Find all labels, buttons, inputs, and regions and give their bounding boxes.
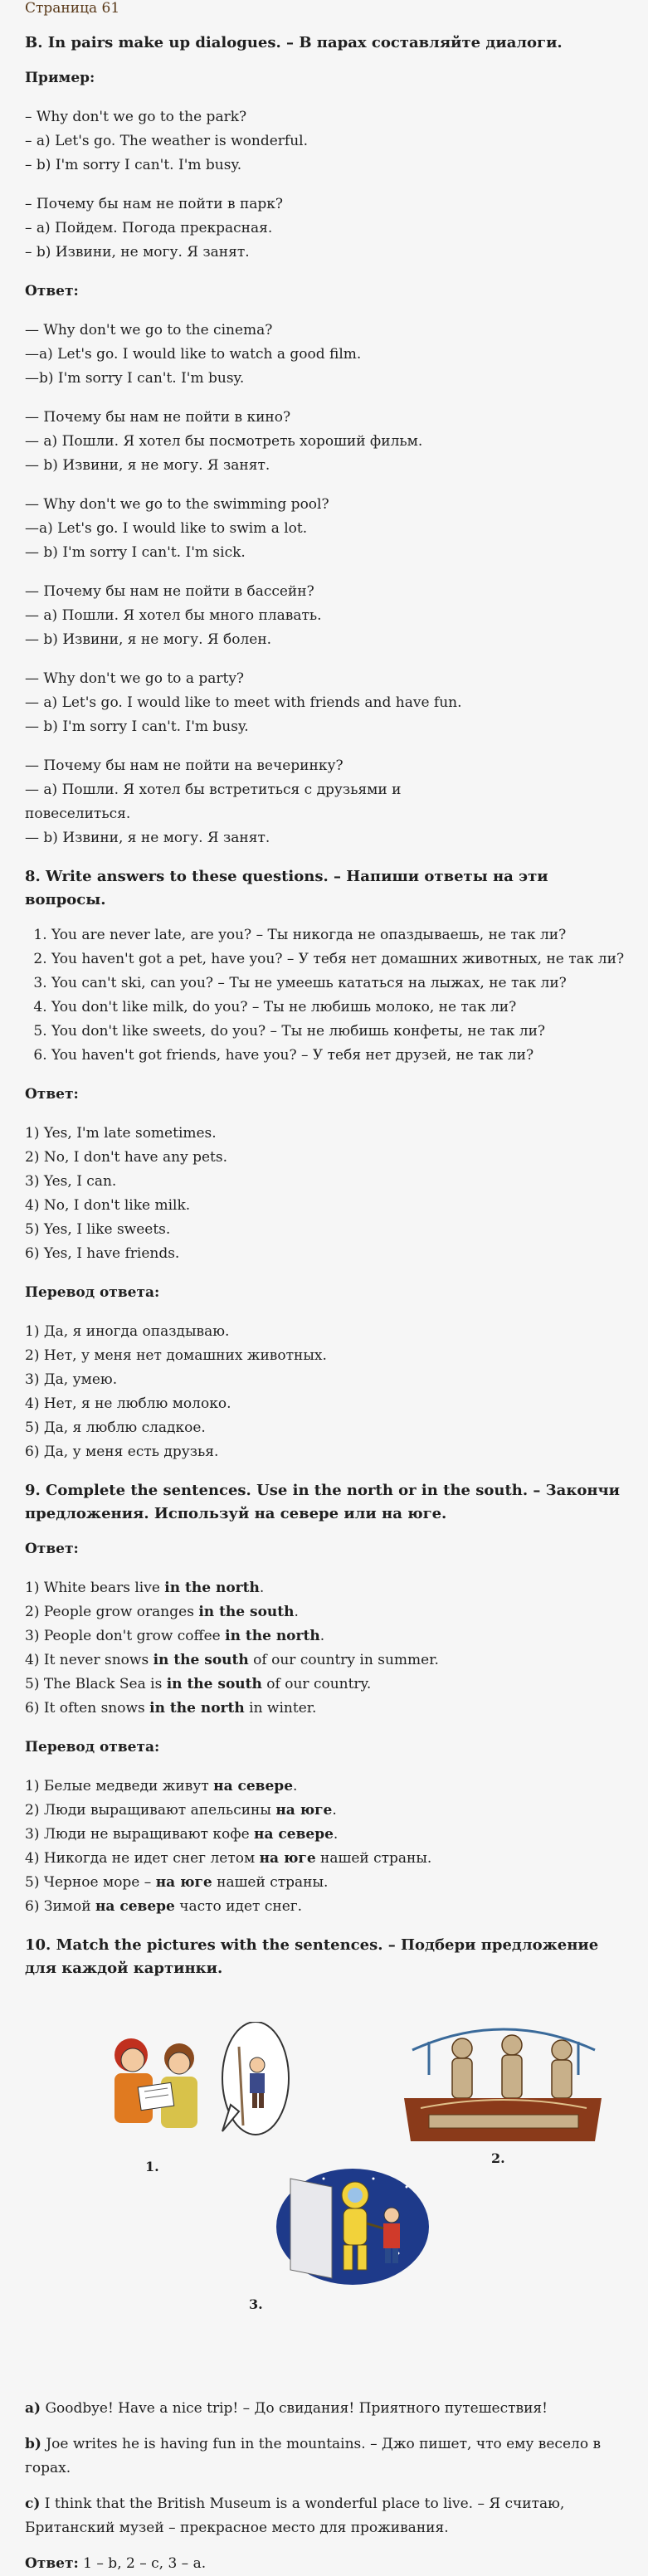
example-label: Пример: — [25, 70, 95, 86]
translation-line: 3) Да, умею. — [25, 1371, 118, 1388]
translation-line: 2) Люди выращивают апельсины на юге. — [25, 1802, 337, 1819]
dialogue-line: – Why don't we go to the park? — [25, 109, 247, 125]
sentence-c: c) I think that the British Museum is a wonderful place to live. – Я считаю, Британский музей – прекрасное место для проживания. — [25, 2496, 565, 2536]
answer-line: 5) Yes, I like sweets. — [25, 1221, 171, 1238]
exercise-8-title: 8. Write answers to these questions. – Напиши ответы на эти вопросы. — [25, 868, 548, 908]
answer-line: 2) No, I don't have any pets. — [25, 1149, 228, 1166]
dialogue-line: — Почему бы нам не пойти на вечеринку? — [25, 757, 343, 774]
dialogue-line: — Why don't we go to the swimming pool? — [25, 496, 329, 513]
pictures-area — [25, 1992, 625, 2382]
picture-2-illustration — [404, 2017, 602, 2141]
dialogue-line: —a) Let's go. I would like to watch a good film. — [25, 346, 362, 363]
picture-3-illustration — [274, 2162, 431, 2286]
answer-line: 1) White bears live in the north. — [25, 1580, 265, 1596]
answer-label: Ответ: — [25, 1086, 79, 1103]
dialogue-line: — а) Пошли. Я хотел бы много плавать. — [25, 607, 322, 624]
dialogue-1-en — [25, 319, 625, 391]
dialogue-line: – Почему бы нам не пойти в парк? — [25, 196, 284, 212]
dialogue-line: — Почему бы нам не пойти в бассейн? — [25, 583, 314, 600]
dialogue-line: — b) Извини, я не могу. Я болен. — [25, 631, 272, 648]
question-item: 5. You don't like sweets, do you? – Ты не любишь конфеты, не так ли? — [51, 1020, 625, 1044]
dialogue-line: – b) I'm sorry I can't. I'm busy. — [25, 157, 242, 173]
exercise-9-title: 9. Complete the sentences. Use in the north or in the south. – Закончи предложения. Используй на севере или на юге. — [25, 1482, 621, 1522]
translation-label: Перевод ответа: — [25, 1284, 160, 1301]
dialogue-line: — Почему бы нам не пойти в кино? — [25, 409, 291, 426]
page-number: Страница 61 — [25, 0, 120, 17]
dialogue-line: —b) I'm sorry I can't. I'm busy. — [25, 370, 245, 387]
exercise-b-title: B. In pairs make up dialogues. – В парах составляйте диалоги. — [25, 34, 563, 51]
translation-line: 6) Зимой на севере часто идет снег. — [25, 1898, 303, 1915]
question-item: 6. You haven't got friends, have you? – У тебя нет друзей, не так ли? — [51, 1044, 625, 1068]
example-en — [25, 105, 625, 178]
answer-line: 2) People grow oranges in the south. — [25, 1604, 299, 1620]
translation-line: 3) Люди не выращивают кофе на севере. — [25, 1826, 339, 1843]
questions-list — [25, 923, 625, 1068]
dialogue-line: — а) Пошли. Я хотел бы встретиться с друзьями и — [25, 782, 402, 798]
sentence-a: a) Goodbye! Have a nice trip! – До свидания! Приятного путешествия! — [25, 2400, 548, 2417]
translation-label: Перевод ответа: — [25, 1739, 160, 1755]
dialogue-line: — а) Пошли. Я хотел бы посмотреть хороший фильм. — [25, 433, 423, 450]
answer-line: 6) It often snows in the north in winter. — [25, 1700, 317, 1717]
answer-line: 1) Yes, I'm late sometimes. — [25, 1125, 217, 1142]
picture-1-number: 1. — [145, 2159, 159, 2174]
translation-line: 5) Черное море – на юге нашей страны. — [25, 1874, 329, 1891]
dialogue-line: — a) Let's go. I would like to meet with friends and have fun. — [25, 694, 462, 711]
answer-line: 6) Yes, I have friends. — [25, 1245, 180, 1262]
dialogue-line: — Why don't we go to a party? — [25, 670, 245, 687]
translation-line: 2) Нет, у меня нет домашних животных. — [25, 1347, 327, 1364]
question-item: 3. You can't ski, can you? – Ты не умеешь кататься на лыжах, не так ли? — [51, 971, 625, 996]
question-item: 2. You haven't got a pet, have you? – У тебя нет домашних животных, не так ли? — [51, 947, 625, 971]
answer-line: 4) No, I don't like milk. — [25, 1197, 191, 1214]
dialogue-2-en — [25, 493, 625, 565]
dialogue-1-ru — [25, 406, 625, 478]
dialogue-3-ru — [25, 754, 625, 850]
dialogue-line: – b) Извини, не могу. Я занят. — [25, 244, 250, 261]
translation-line: 4) Никогда не идет снег летом на юге нашей страны. — [25, 1850, 432, 1867]
answer-line: 3) Yes, I can. — [25, 1173, 117, 1190]
final-answer: Ответ: 1 – b, 2 – c, 3 – a. — [25, 2555, 207, 2572]
translation-line: 5) Да, я люблю сладкое. — [25, 1419, 206, 1436]
translation-line: 1) Белые медведи живут на севере. — [25, 1778, 298, 1794]
dialogue-line: повеселиться. — [25, 806, 131, 822]
answers-list — [25, 1576, 625, 1721]
picture-1-illustration — [98, 2022, 290, 2146]
translations-list — [25, 1320, 625, 1464]
answer-line: 3) People don't grow coffee in the north. — [25, 1628, 325, 1644]
dialogue-line: — b) Извини, я не могу. Я занят. — [25, 457, 270, 474]
question-item: 4. You don't like milk, do you? – Ты не любишь молоко, не так ли? — [51, 996, 625, 1020]
dialogue-line: — b) I'm sorry I can't. I'm sick. — [25, 544, 246, 561]
dialogue-2-ru — [25, 580, 625, 652]
dialogue-line: —a) Let's go. I would like to swim a lot. — [25, 520, 308, 537]
answer-label: Ответ: — [25, 1541, 79, 1557]
picture-3-number: 3. — [249, 2296, 263, 2312]
dialogue-line: — Why don't we go to the cinema? — [25, 322, 273, 338]
answers-list — [25, 1122, 625, 1266]
sentence-b: b) Joe writes he is having fun in the mountains. – Джо пишет, что ему весело в горах. — [25, 2436, 602, 2476]
exercise-10-title: 10. Match the pictures with the sentences. – Подбери предложение для каждой картинки. — [25, 1936, 599, 1977]
translation-line: 6) Да, у меня есть друзья. — [25, 1444, 219, 1460]
question-item: 1. You are never late, are you? – Ты никогда не опаздываешь, не так ли? — [51, 923, 625, 947]
translations-list — [25, 1775, 625, 1919]
answer-line: 5) The Black Sea is in the south of our country. — [25, 1676, 372, 1692]
example-ru — [25, 192, 625, 265]
answer-line: 4) It never snows in the south of our country in summer. — [25, 1652, 439, 1668]
dialogue-line: — b) I'm sorry I can't. I'm busy. — [25, 718, 249, 735]
picture-2-number: 2. — [491, 2150, 505, 2166]
dialogue-line: — b) Извини, я не могу. Я занят. — [25, 830, 270, 846]
dialogue-line: – a) Let's go. The weather is wonderful. — [25, 133, 309, 149]
dialogue-line: – а) Пойдем. Погода прекрасная. — [25, 220, 273, 236]
answer-label: Ответ: — [25, 283, 79, 299]
translation-line: 4) Нет, я не люблю молоко. — [25, 1395, 231, 1412]
dialogue-3-en — [25, 667, 625, 739]
translation-line: 1) Да, я иногда опаздываю. — [25, 1323, 230, 1340]
